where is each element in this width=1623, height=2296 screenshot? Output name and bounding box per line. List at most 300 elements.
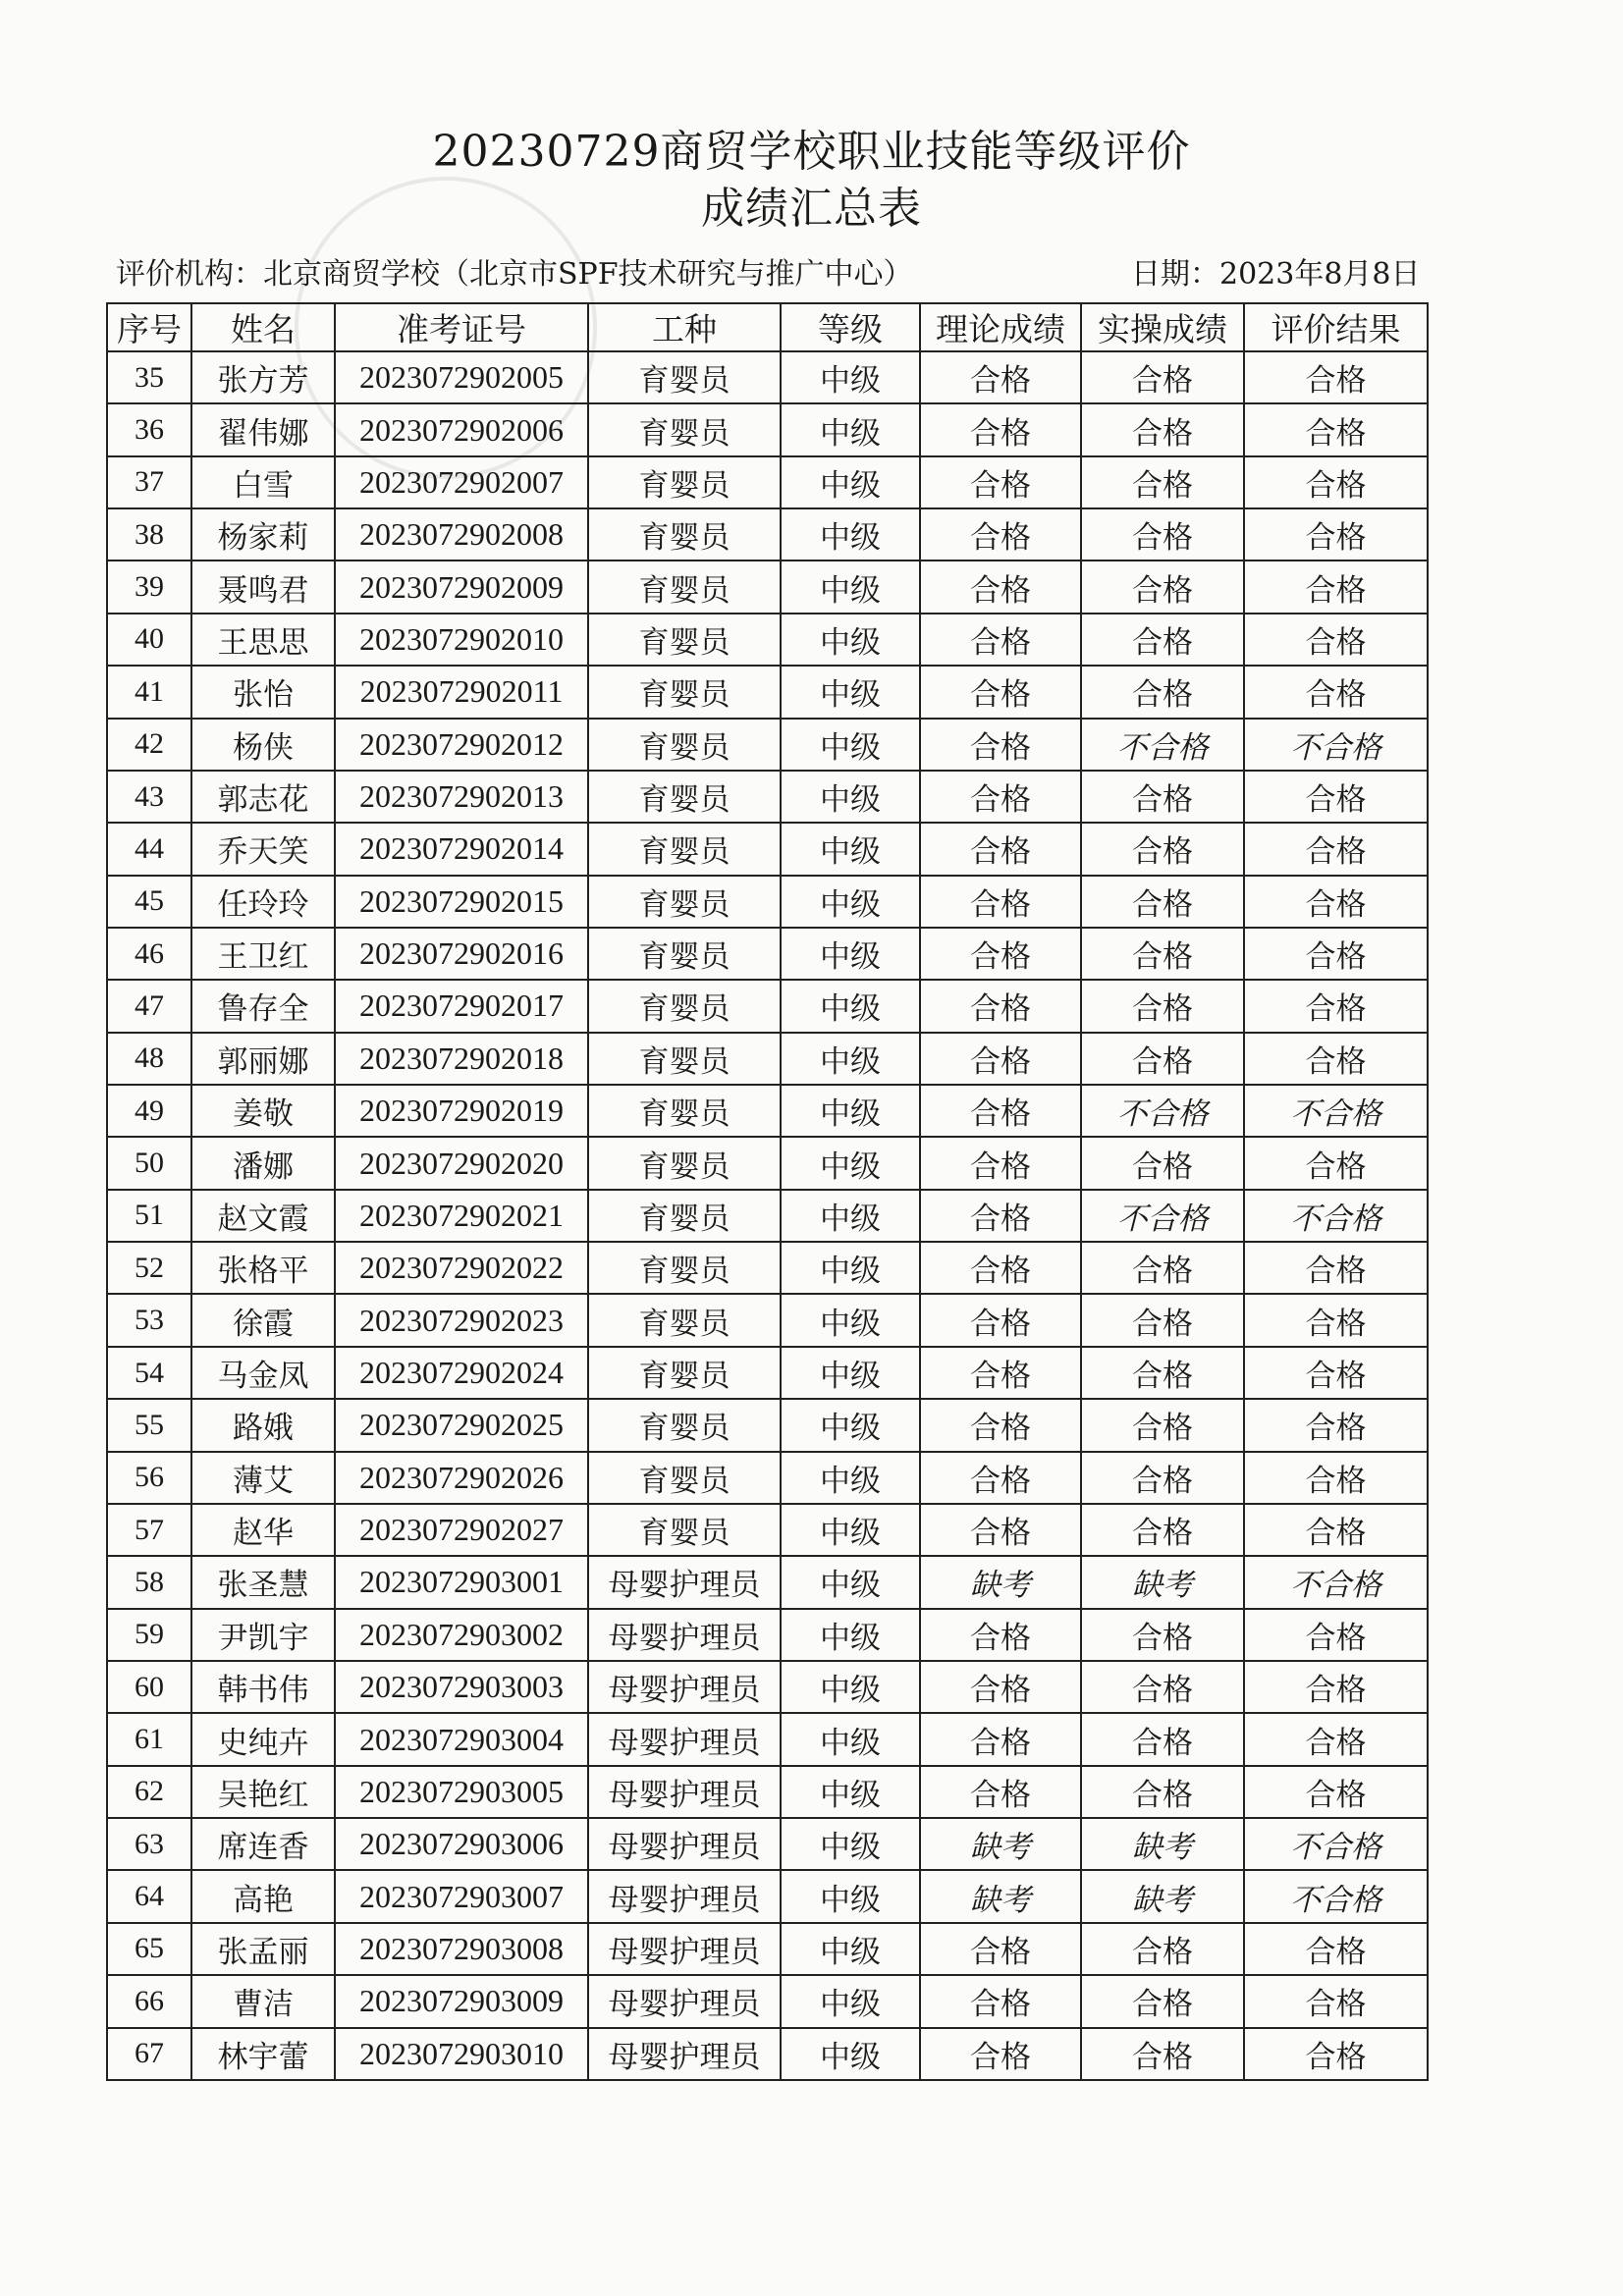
row-exam-id: 2023072902013: [335, 771, 588, 823]
row-practice: 缺考: [1081, 1818, 1244, 1870]
row-seq: 57: [107, 1504, 191, 1556]
row-job: 育婴员: [588, 1399, 781, 1451]
row-name: 徐霞: [191, 1294, 335, 1346]
row-level: 中级: [781, 980, 920, 1032]
row-job: 母婴护理员: [588, 1556, 781, 1608]
row-seq: 64: [107, 1870, 191, 1922]
row-practice: 合格: [1081, 1923, 1244, 1975]
row-seq: 65: [107, 1923, 191, 1975]
row-practice: 合格: [1081, 1137, 1244, 1189]
row-name: 王卫红: [191, 928, 335, 980]
row-exam-id: 2023072903008: [335, 1923, 588, 1975]
row-job: 母婴护理员: [588, 1818, 781, 1870]
row-seq: 67: [107, 2028, 191, 2081]
row-job: 育婴员: [588, 1137, 781, 1189]
row-job: 母婴护理员: [588, 1713, 781, 1765]
row-theory: 合格: [920, 351, 1081, 403]
row-exam-id: 2023072902017: [335, 980, 588, 1032]
header-practice: 实操成绩: [1081, 303, 1244, 351]
row-practice: 合格: [1081, 1033, 1244, 1085]
row-practice: 不合格: [1081, 1190, 1244, 1242]
row-name: 杨侠: [191, 719, 335, 771]
row-exam-id: 2023072902027: [335, 1504, 588, 1556]
row-seq: 51: [107, 1190, 191, 1242]
row-practice: 不合格: [1081, 1085, 1244, 1137]
row-theory: 合格: [920, 1504, 1081, 1556]
row-job: 母婴护理员: [588, 1609, 781, 1661]
row-theory: 合格: [920, 719, 1081, 771]
row-level: 中级: [781, 719, 920, 771]
row-theory: 合格: [920, 1766, 1081, 1818]
row-name: 张格平: [191, 1242, 335, 1294]
row-seq: 49: [107, 1085, 191, 1137]
row-practice: 合格: [1081, 823, 1244, 875]
row-name: 张圣慧: [191, 1556, 335, 1608]
row-name: 曹洁: [191, 1975, 335, 2027]
row-seq: 66: [107, 1975, 191, 2027]
row-exam-id: 2023072902022: [335, 1242, 588, 1294]
row-practice: 合格: [1081, 403, 1244, 455]
row-result: 合格: [1244, 2028, 1428, 2081]
row-theory: 合格: [920, 561, 1081, 613]
row-result: 合格: [1244, 508, 1428, 561]
row-level: 中级: [781, 928, 920, 980]
row-result: 合格: [1244, 1766, 1428, 1818]
row-theory: 缺考: [920, 1556, 1081, 1608]
header-exam-id: 准考证号: [335, 303, 588, 351]
row-job: 育婴员: [588, 1294, 781, 1346]
header-level: 等级: [781, 303, 920, 351]
table-row: [107, 1137, 1428, 1189]
row-theory: 合格: [920, 1137, 1081, 1189]
row-result: 合格: [1244, 771, 1428, 823]
row-theory: 合格: [920, 823, 1081, 875]
row-job: 育婴员: [588, 1085, 781, 1137]
row-level: 中级: [781, 876, 920, 928]
row-name: 吴艳红: [191, 1766, 335, 1818]
row-exam-id: 2023072903004: [335, 1713, 588, 1765]
row-practice: 合格: [1081, 876, 1244, 928]
row-exam-id: 2023072902007: [335, 456, 588, 508]
row-job: 育婴员: [588, 1504, 781, 1556]
row-level: 中级: [781, 1609, 920, 1661]
row-name: 路娥: [191, 1399, 335, 1451]
row-seq: 62: [107, 1766, 191, 1818]
row-result: 合格: [1244, 1347, 1428, 1399]
row-seq: 44: [107, 823, 191, 875]
table-header-row: [107, 303, 1428, 351]
row-job: 育婴员: [588, 456, 781, 508]
row-practice: 合格: [1081, 614, 1244, 666]
row-name: 高艳: [191, 1870, 335, 1922]
table-row: [107, 928, 1428, 980]
row-result: 合格: [1244, 1294, 1428, 1346]
row-seq: 46: [107, 928, 191, 980]
row-result: 合格: [1244, 1609, 1428, 1661]
row-level: 中级: [781, 1713, 920, 1765]
header-seq: 序号: [107, 303, 191, 351]
table-row: [107, 614, 1428, 666]
row-name: 张孟丽: [191, 1923, 335, 1975]
row-level: 中级: [781, 823, 920, 875]
row-exam-id: 2023072902018: [335, 1033, 588, 1085]
row-theory: 合格: [920, 771, 1081, 823]
table-row: [107, 980, 1428, 1032]
row-exam-id: 2023072902021: [335, 1190, 588, 1242]
row-practice: 合格: [1081, 351, 1244, 403]
table-row: [107, 456, 1428, 508]
table-row: [107, 1713, 1428, 1765]
row-practice: 不合格: [1081, 719, 1244, 771]
row-job: 育婴员: [588, 561, 781, 613]
row-theory: 合格: [920, 1033, 1081, 1085]
row-job: 育婴员: [588, 823, 781, 875]
row-job: 育婴员: [588, 1347, 781, 1399]
row-level: 中级: [781, 1556, 920, 1608]
row-result: 合格: [1244, 1452, 1428, 1504]
row-job: 育婴员: [588, 614, 781, 666]
row-result: 合格: [1244, 1975, 1428, 2027]
row-level: 中级: [781, 1399, 920, 1451]
row-seq: 55: [107, 1399, 191, 1451]
row-seq: 60: [107, 1661, 191, 1713]
row-job: 育婴员: [588, 980, 781, 1032]
row-name: 潘娜: [191, 1137, 335, 1189]
table-row: [107, 1242, 1428, 1294]
row-level: 中级: [781, 1661, 920, 1713]
row-exam-id: 2023072902015: [335, 876, 588, 928]
row-seq: 56: [107, 1452, 191, 1504]
row-theory: 合格: [920, 980, 1081, 1032]
row-name: 姜敬: [191, 1085, 335, 1137]
row-seq: 39: [107, 561, 191, 613]
row-result: 合格: [1244, 1661, 1428, 1713]
row-result: 合格: [1244, 1923, 1428, 1975]
document-title: 20230729商贸学校职业技能等级评价: [432, 127, 1191, 177]
row-exam-id: 2023072903007: [335, 1870, 588, 1922]
row-job: 母婴护理员: [588, 1975, 781, 2027]
row-exam-id: 2023072902024: [335, 1347, 588, 1399]
row-practice: 合格: [1081, 1504, 1244, 1556]
row-exam-id: 2023072903002: [335, 1609, 588, 1661]
row-theory: 缺考: [920, 1870, 1081, 1922]
row-level: 中级: [781, 1190, 920, 1242]
row-result: 合格: [1244, 1033, 1428, 1085]
table-row: [107, 876, 1428, 928]
row-seq: 45: [107, 876, 191, 928]
row-exam-id: 2023072903001: [335, 1556, 588, 1608]
table-row: [107, 823, 1428, 875]
table-row: [107, 1452, 1428, 1504]
row-seq: 54: [107, 1347, 191, 1399]
row-level: 中级: [781, 1870, 920, 1922]
row-seq: 41: [107, 666, 191, 718]
row-exam-id: 2023072902005: [335, 351, 588, 403]
row-result: 不合格: [1244, 719, 1428, 771]
row-result: 不合格: [1244, 1085, 1428, 1137]
table-row: [107, 508, 1428, 561]
row-theory: 合格: [920, 1713, 1081, 1765]
table-row: [107, 1923, 1428, 1975]
row-seq: 35: [107, 351, 191, 403]
row-level: 中级: [781, 1033, 920, 1085]
row-exam-id: 2023072902008: [335, 508, 588, 561]
row-exam-id: 2023072902019: [335, 1085, 588, 1137]
row-theory: 合格: [920, 1923, 1081, 1975]
row-level: 中级: [781, 456, 920, 508]
row-level: 中级: [781, 1452, 920, 1504]
row-result: 合格: [1244, 1399, 1428, 1451]
row-level: 中级: [781, 771, 920, 823]
row-seq: 40: [107, 614, 191, 666]
row-theory: 合格: [920, 1190, 1081, 1242]
row-level: 中级: [781, 1818, 920, 1870]
table-row: [107, 1870, 1428, 1922]
row-theory: 合格: [920, 2028, 1081, 2081]
row-level: 中级: [781, 508, 920, 561]
row-result: 合格: [1244, 561, 1428, 613]
row-exam-id: 2023072903010: [335, 2028, 588, 2081]
row-exam-id: 2023072902016: [335, 928, 588, 980]
row-name: 白雪: [191, 456, 335, 508]
row-theory: 合格: [920, 614, 1081, 666]
row-theory: 合格: [920, 1452, 1081, 1504]
row-exam-id: 2023072903005: [335, 1766, 588, 1818]
row-practice: 合格: [1081, 1713, 1244, 1765]
row-seq: 63: [107, 1818, 191, 1870]
row-job: 母婴护理员: [588, 1661, 781, 1713]
row-name: 乔天笑: [191, 823, 335, 875]
row-level: 中级: [781, 1242, 920, 1294]
row-name: 王思思: [191, 614, 335, 666]
row-practice: 合格: [1081, 1452, 1244, 1504]
row-level: 中级: [781, 1975, 920, 2027]
row-theory: 合格: [920, 928, 1081, 980]
row-exam-id: 2023072902009: [335, 561, 588, 613]
table-row: [107, 1294, 1428, 1346]
row-job: 育婴员: [588, 876, 781, 928]
table-row: [107, 351, 1428, 403]
row-practice: 合格: [1081, 980, 1244, 1032]
row-theory: 合格: [920, 508, 1081, 561]
table-row: [107, 1975, 1428, 2027]
row-result: 不合格: [1244, 1556, 1428, 1608]
row-name: 史纯卉: [191, 1713, 335, 1765]
row-job: 育婴员: [588, 1242, 781, 1294]
row-result: 合格: [1244, 456, 1428, 508]
row-job: 母婴护理员: [588, 2028, 781, 2081]
row-theory: 合格: [920, 1975, 1081, 2027]
row-seq: 58: [107, 1556, 191, 1608]
row-name: 赵文霞: [191, 1190, 335, 1242]
row-practice: 合格: [1081, 666, 1244, 718]
row-seq: 59: [107, 1609, 191, 1661]
table-row: [107, 719, 1428, 771]
row-practice: 缺考: [1081, 1870, 1244, 1922]
row-name: 鲁存全: [191, 980, 335, 1032]
row-seq: 37: [107, 456, 191, 508]
row-practice: 合格: [1081, 456, 1244, 508]
table-row: [107, 1504, 1428, 1556]
row-result: 合格: [1244, 666, 1428, 718]
row-practice: 合格: [1081, 1609, 1244, 1661]
row-job: 母婴护理员: [588, 1923, 781, 1975]
row-practice: 合格: [1081, 2028, 1244, 2081]
row-name: 薄艾: [191, 1452, 335, 1504]
table-row: [107, 1033, 1428, 1085]
row-level: 中级: [781, 1504, 920, 1556]
row-practice: 合格: [1081, 1347, 1244, 1399]
row-seq: 48: [107, 1033, 191, 1085]
row-name: 席连香: [191, 1818, 335, 1870]
row-name: 尹凯宇: [191, 1609, 335, 1661]
row-level: 中级: [781, 666, 920, 718]
row-theory: 合格: [920, 876, 1081, 928]
row-level: 中级: [781, 1347, 920, 1399]
row-level: 中级: [781, 403, 920, 455]
row-level: 中级: [781, 2028, 920, 2081]
header-name: 姓名: [191, 303, 335, 351]
table-row: [107, 666, 1428, 718]
row-job: 育婴员: [588, 1190, 781, 1242]
row-job: 育婴员: [588, 403, 781, 455]
row-name: 张怡: [191, 666, 335, 718]
row-result: 合格: [1244, 351, 1428, 403]
row-result: 合格: [1244, 1713, 1428, 1765]
table-row: [107, 1190, 1428, 1242]
table-row: [107, 1818, 1428, 1870]
row-level: 中级: [781, 1294, 920, 1346]
row-theory: 合格: [920, 1661, 1081, 1713]
row-practice: 合格: [1081, 1242, 1244, 1294]
row-exam-id: 2023072903009: [335, 1975, 588, 2027]
row-level: 中级: [781, 351, 920, 403]
row-theory: 合格: [920, 1294, 1081, 1346]
row-level: 中级: [781, 1137, 920, 1189]
row-name: 聂鸣君: [191, 561, 335, 613]
row-result: 不合格: [1244, 1870, 1428, 1922]
table-row: [107, 2028, 1428, 2081]
row-result: 合格: [1244, 1137, 1428, 1189]
row-practice: 合格: [1081, 1294, 1244, 1346]
row-job: 育婴员: [588, 1033, 781, 1085]
document-date: 日期：2023年8月8日: [1131, 257, 1421, 292]
header-result: 评价结果: [1244, 303, 1428, 351]
evaluation-organization: 评价机构：北京商贸学校（北京市SPF技术研究与推广中心）: [116, 257, 913, 292]
row-exam-id: 2023072902012: [335, 719, 588, 771]
row-level: 中级: [781, 561, 920, 613]
row-job: 育婴员: [588, 719, 781, 771]
row-name: 郭志花: [191, 771, 335, 823]
row-exam-id: 2023072902010: [335, 614, 588, 666]
row-result: 合格: [1244, 403, 1428, 455]
row-job: 育婴员: [588, 351, 781, 403]
row-practice: 合格: [1081, 1661, 1244, 1713]
row-theory: 合格: [920, 1242, 1081, 1294]
row-theory: 合格: [920, 456, 1081, 508]
header-theory: 理论成绩: [920, 303, 1081, 351]
row-job: 育婴员: [588, 928, 781, 980]
row-practice: 合格: [1081, 1975, 1244, 2027]
row-practice: 合格: [1081, 928, 1244, 980]
row-level: 中级: [781, 1766, 920, 1818]
row-practice: 缺考: [1081, 1556, 1244, 1608]
table-row: [107, 1347, 1428, 1399]
header-job: 工种: [588, 303, 781, 351]
row-exam-id: 2023072902014: [335, 823, 588, 875]
row-exam-id: 2023072902020: [335, 1137, 588, 1189]
row-exam-id: 2023072902011: [335, 666, 588, 718]
row-theory: 合格: [920, 1609, 1081, 1661]
row-name: 任玲玲: [191, 876, 335, 928]
table-row: [107, 1766, 1428, 1818]
row-theory: 合格: [920, 1399, 1081, 1451]
row-seq: 61: [107, 1713, 191, 1765]
row-exam-id: 2023072902026: [335, 1452, 588, 1504]
row-job: 母婴护理员: [588, 1870, 781, 1922]
row-result: 合格: [1244, 823, 1428, 875]
row-level: 中级: [781, 1923, 920, 1975]
row-name: 翟伟娜: [191, 403, 335, 455]
results-table: [106, 302, 1429, 2081]
row-result: 合格: [1244, 876, 1428, 928]
row-seq: 53: [107, 1294, 191, 1346]
row-name: 张方芳: [191, 351, 335, 403]
row-level: 中级: [781, 1085, 920, 1137]
row-practice: 合格: [1081, 771, 1244, 823]
row-theory: 合格: [920, 403, 1081, 455]
document-subtitle: 成绩汇总表: [701, 184, 922, 234]
row-seq: 50: [107, 1137, 191, 1189]
row-exam-id: 2023072903006: [335, 1818, 588, 1870]
row-result: 合格: [1244, 928, 1428, 980]
row-theory: 合格: [920, 1347, 1081, 1399]
row-practice: 合格: [1081, 1399, 1244, 1451]
row-name: 杨家莉: [191, 508, 335, 561]
row-result: 合格: [1244, 1504, 1428, 1556]
row-name: 林宇蕾: [191, 2028, 335, 2081]
row-seq: 52: [107, 1242, 191, 1294]
table-row: [107, 1661, 1428, 1713]
row-level: 中级: [781, 614, 920, 666]
row-name: 韩书伟: [191, 1661, 335, 1713]
row-seq: 38: [107, 508, 191, 561]
row-job: 母婴护理员: [588, 1766, 781, 1818]
row-practice: 合格: [1081, 1766, 1244, 1818]
row-practice: 合格: [1081, 561, 1244, 613]
table-row: [107, 561, 1428, 613]
row-practice: 合格: [1081, 508, 1244, 561]
row-seq: 42: [107, 719, 191, 771]
row-exam-id: 2023072902025: [335, 1399, 588, 1451]
row-job: 育婴员: [588, 1452, 781, 1504]
table-row: [107, 1399, 1428, 1451]
row-exam-id: 2023072903003: [335, 1661, 588, 1713]
row-name: 郭丽娜: [191, 1033, 335, 1085]
row-job: 育婴员: [588, 508, 781, 561]
table-row: [107, 1085, 1428, 1137]
row-theory: 合格: [920, 1085, 1081, 1137]
row-job: 育婴员: [588, 666, 781, 718]
row-result: 合格: [1244, 614, 1428, 666]
table-row: [107, 403, 1428, 455]
row-theory: 缺考: [920, 1818, 1081, 1870]
row-seq: 47: [107, 980, 191, 1032]
table-row: [107, 1609, 1428, 1661]
row-name: 马金凤: [191, 1347, 335, 1399]
table-row: [107, 1556, 1428, 1608]
row-name: 赵华: [191, 1504, 335, 1556]
